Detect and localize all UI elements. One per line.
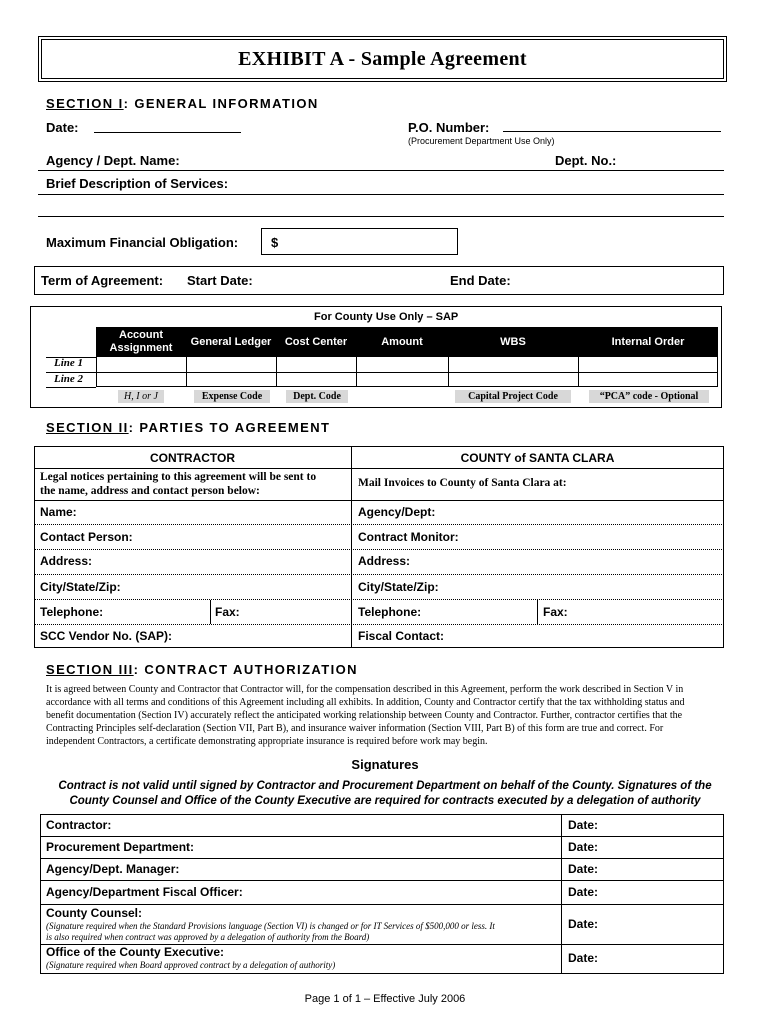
sig-county-counsel-date[interactable]: Date: <box>568 917 599 931</box>
sap-col-divider <box>186 357 187 387</box>
sap-header-account: Account Assignment <box>96 327 186 357</box>
sap-col-divider <box>276 357 277 387</box>
brief-line-2[interactable] <box>38 216 724 217</box>
county-counsel-note-line-1: (Signature required when the Standard Provisions language (Section VI) is changed or for IT Services of $500,000 or less. It <box>46 921 495 931</box>
sap-header-cost-center: Cost Center <box>276 327 356 357</box>
po-note: (Procurement Department Use Only) <box>408 136 555 146</box>
sig-row-divider <box>40 904 724 905</box>
section-1-prefix: SECTION I <box>46 96 124 111</box>
authorization-paragraph <box>46 683 736 748</box>
authorization-line: benefit documentation (Section IV) accurately reflect the anticipated working relationship between County and Contractor. Further, contractor certifies that the <box>46 710 683 721</box>
sig-county-counsel[interactable]: County Counsel: <box>46 906 142 920</box>
section-1-heading <box>46 96 319 111</box>
sap-col-divider <box>578 357 579 387</box>
sap-header-wbs: WBS <box>448 327 578 357</box>
county-executive-note: (Signature required when Board approved contract by a delegation of authority) <box>46 960 336 970</box>
sig-agency-manager-date[interactable]: Date: <box>568 862 599 876</box>
sap-col-divider <box>448 357 449 387</box>
parties-row-divider <box>34 599 724 600</box>
fax-divider-left <box>210 600 211 624</box>
contractor-address-field[interactable]: Address: <box>40 554 93 568</box>
legal-notice-line-2: the name, address and contact person below: <box>40 485 260 497</box>
term-label: Term of Agreement: <box>41 273 164 288</box>
sig-procurement-date[interactable]: Date: <box>568 840 599 854</box>
legal-notice-line-1: Legal notices pertaining to this agreement will be sent to <box>40 471 317 483</box>
vendor-number-field[interactable]: SCC Vendor No. (SAP): <box>40 629 173 643</box>
contractor-contact-field[interactable]: Contact Person: <box>40 530 133 544</box>
max-obligation-label: Maximum Financial Obligation: <box>46 235 239 250</box>
sap-footer-dept-code: Dept. Code <box>286 390 348 403</box>
county-counsel-note <box>46 921 495 943</box>
authorization-line: independent Contractors, a certificate demonstrating appropriate insurance is required before work may begin. <box>46 736 488 747</box>
sap-caption: For County Use Only – SAP <box>314 311 459 323</box>
section-3-title: : CONTRACT AUTHORIZATION <box>133 662 358 677</box>
county-agency-field[interactable]: Agency/Dept: <box>358 505 436 519</box>
legal-notice-note <box>40 470 316 498</box>
parties-col-divider <box>351 446 352 648</box>
sig-procurement[interactable]: Procurement Department: <box>46 840 195 854</box>
signature-col-divider <box>561 814 562 974</box>
sig-county-executive-date[interactable]: Date: <box>568 951 599 965</box>
signature-notice-line-1: Contract is not valid until signed by Contractor and Procurement Department on behalf of the County. Signatures of the <box>58 780 712 792</box>
sap-col-divider <box>356 357 357 387</box>
sap-row-line-2: Line 2 <box>54 373 84 385</box>
sap-footer-pca-code: “PCA” code - Optional <box>589 390 709 403</box>
county-city-field[interactable]: City/State/Zip: <box>358 580 439 594</box>
mail-invoice-note: Mail Invoices to County of Santa Clara at: <box>358 477 567 489</box>
sig-row-divider <box>40 858 724 859</box>
contractor-fax-field[interactable]: Fax: <box>215 605 240 619</box>
sig-contractor-date[interactable]: Date: <box>568 818 599 832</box>
agency-line[interactable] <box>38 170 724 171</box>
signature-notice-line-2: County Counsel and Office of the County Executive are required for contracts executed by a delegation of authority <box>69 795 701 807</box>
exhibit-title-box <box>38 36 727 82</box>
contractor-telephone-field[interactable]: Telephone: <box>40 605 104 619</box>
parties-row-divider <box>34 624 724 625</box>
sig-row-divider <box>40 880 724 881</box>
parties-note-divider <box>34 500 724 501</box>
sig-county-executive[interactable]: Office of the County Executive: <box>46 945 225 959</box>
brief-line-1[interactable] <box>38 194 724 195</box>
contractor-heading: CONTRACTOR <box>149 451 236 465</box>
authorization-line: Contracting Principles self-declaration (Section VII, Part B), and insurance waiver information (Section VIII, Part B) of this form are true and correct. For <box>46 723 664 734</box>
sig-row-divider <box>40 836 724 837</box>
county-address-field[interactable]: Address: <box>358 554 411 568</box>
sap-footer-capital-project: Capital Project Code <box>455 390 571 403</box>
county-monitor-field[interactable]: Contract Monitor: <box>358 530 459 544</box>
sig-contractor[interactable]: Contractor: <box>46 818 112 832</box>
signatures-title: Signatures <box>351 757 419 772</box>
section-2-title: : PARTIES TO AGREEMENT <box>128 420 331 435</box>
sap-row-divider <box>46 372 718 373</box>
sap-row-line-1: Line 1 <box>54 357 84 369</box>
section-3-heading <box>46 662 358 677</box>
end-date-label: End Date: <box>450 273 511 288</box>
dollar-sign: $ <box>271 235 279 250</box>
parties-row-divider <box>34 524 724 525</box>
sap-row-bottom <box>46 387 96 388</box>
contractor-name-field[interactable]: Name: <box>40 505 77 519</box>
section-3-prefix: SECTION III <box>46 662 134 677</box>
section-2-prefix: SECTION II <box>46 420 129 435</box>
date-field[interactable] <box>94 132 241 133</box>
sig-fiscal-officer-date[interactable]: Date: <box>568 885 599 899</box>
parties-row-divider <box>34 549 724 550</box>
signature-notice <box>30 779 740 809</box>
sap-row-top <box>46 357 96 358</box>
county-counsel-note-line-2: is also required when contract was approved by a delegation of authority from the Board) <box>46 932 370 942</box>
term-row <box>34 266 724 295</box>
date-label: Date: <box>46 120 79 135</box>
parties-head-divider <box>34 468 724 469</box>
section-2-heading <box>46 420 330 435</box>
po-number-label: P.O. Number: <box>408 120 490 135</box>
contractor-city-field[interactable]: City/State/Zip: <box>40 580 121 594</box>
parties-row-divider <box>34 574 724 575</box>
max-obligation-field[interactable] <box>261 228 458 255</box>
agency-label: Agency / Dept. Name: <box>46 153 180 168</box>
county-fax-field[interactable]: Fax: <box>543 605 568 619</box>
fax-divider-right <box>537 600 538 624</box>
county-heading: COUNTY of SANTA CLARA <box>460 451 615 465</box>
dept-no-label: Dept. No.: <box>555 153 617 168</box>
section-1-title: : GENERAL INFORMATION <box>123 96 319 111</box>
sig-fiscal-officer[interactable]: Agency/Department Fiscal Officer: <box>46 885 243 899</box>
county-telephone-field[interactable]: Telephone: <box>358 605 422 619</box>
sap-header-amount: Amount <box>356 327 448 357</box>
start-date-label: Start Date: <box>187 273 253 288</box>
po-number-field[interactable] <box>503 131 721 132</box>
sap-footer-expense-code: Expense Code <box>194 390 270 403</box>
page-title: EXHIBIT A - Sample Agreement <box>238 47 527 70</box>
authorization-line: accordance with all terms and conditions of this Agreement including all exhibits. In addition, County and Contractor certify that the tax withholding status and <box>46 697 685 708</box>
fiscal-contact-field[interactable]: Fiscal Contact: <box>358 629 445 643</box>
sap-header-ledger: General Ledger <box>186 327 276 357</box>
brief-description-label: Brief Description of Services: <box>46 176 229 191</box>
sap-footer-hij: H, I or J <box>118 390 164 403</box>
sig-agency-manager[interactable]: Agency/Dept. Manager: <box>46 862 180 876</box>
page-footer: Page 1 of 1 – Effective July 2006 <box>304 993 466 1005</box>
authorization-line: It is agreed between County and Contractor that Contractor will, for the compensation described in this Agreement, perform the work described in Section V in <box>46 684 684 695</box>
sap-header-internal-order: Internal Order <box>578 327 718 357</box>
